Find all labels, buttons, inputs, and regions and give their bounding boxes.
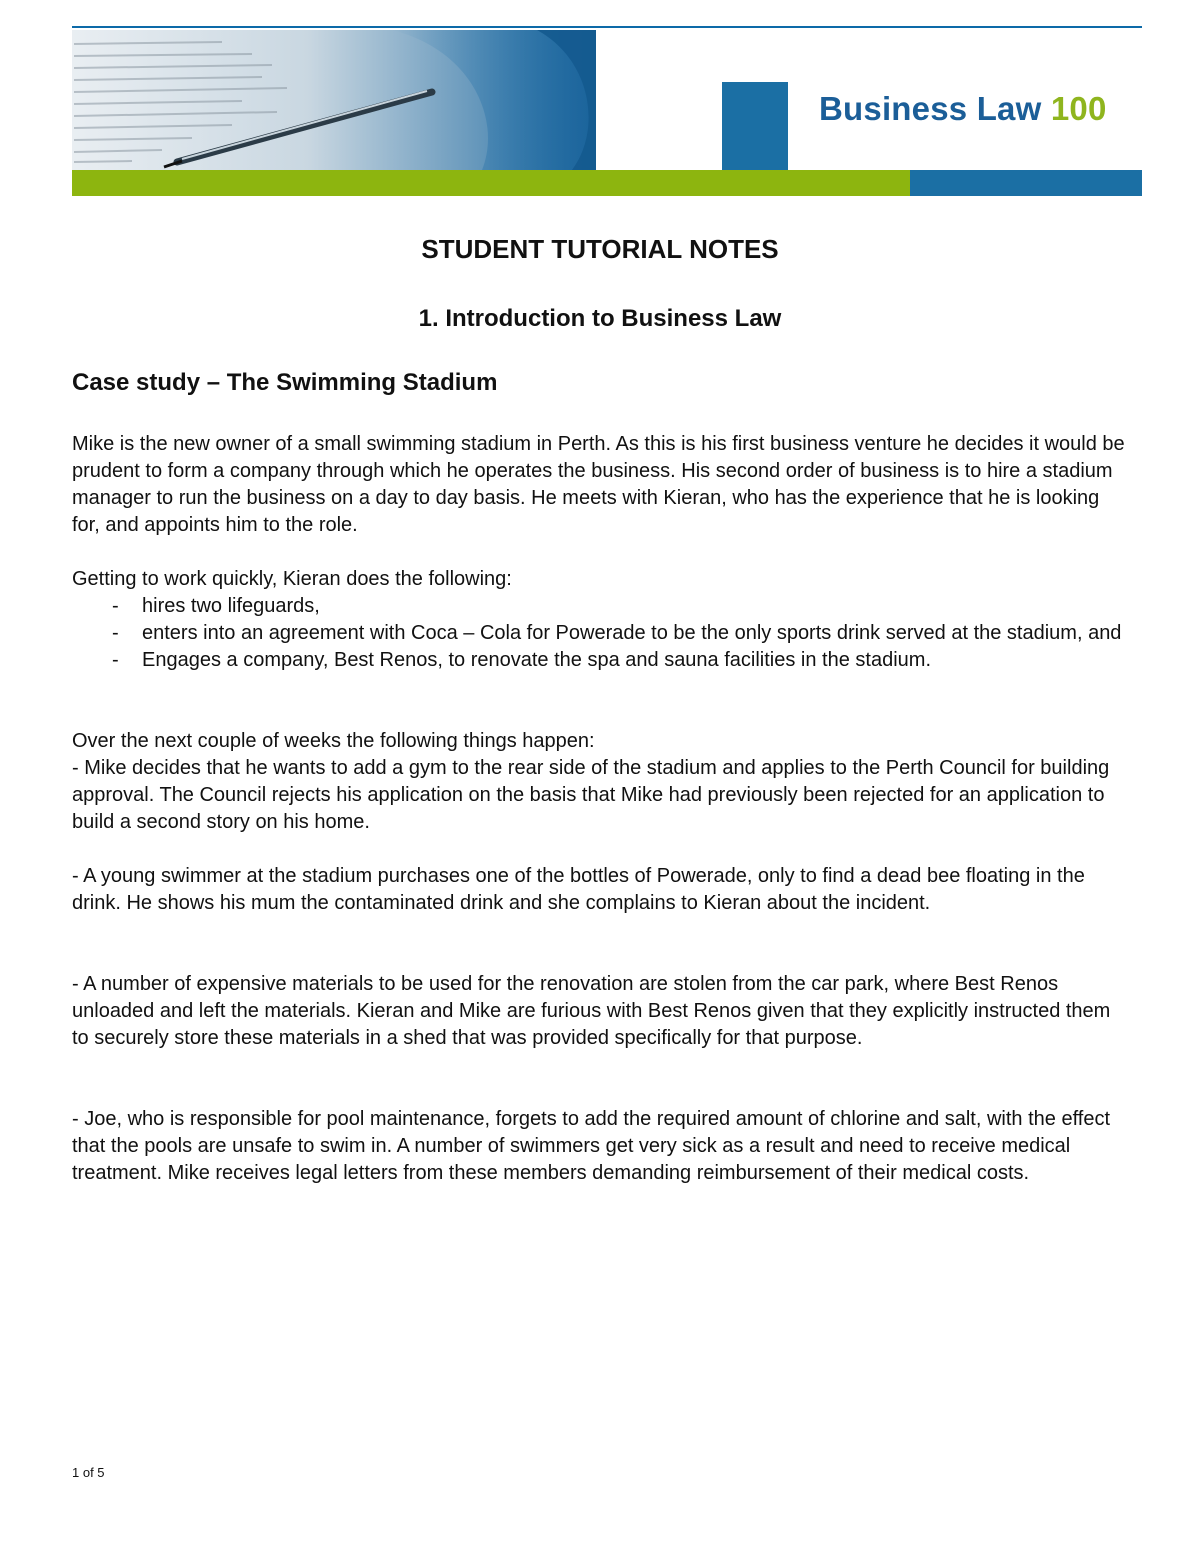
bullet-dash: - (112, 595, 119, 617)
event-paragraph: - A young swimmer at the stadium purchases one of the bottles of Powerade, only to find a dead bee floating in the drink. He shows his mum the contaminated drink and she complains to Kieran about the incident. (72, 865, 1085, 914)
event-paragraph: - Joe, who is responsible for pool maintenance, forgets to add the required amount of chlorine and salt, with the effect that the pools are unsafe to swim in. A number of swimmers get very sick as a result and need to receive medical treatment. Mike receives legal letters from these members demanding reimbursement of their medical costs. (72, 1108, 1111, 1184)
list-item-text: Engages a company, Best Renos, to renovate the spa and sauna facilities in the stadium. (142, 649, 931, 671)
tasks-list (72, 593, 1132, 674)
case-study-heading: Case study – The Swimming Stadium (72, 369, 498, 396)
pen-on-document-image (72, 30, 596, 170)
events-intro: Over the next couple of weeks the following things happen: (72, 730, 595, 752)
list-item-text: enters into an agreement with Coca – Cola for Powerade to be the only sports drink served at the stadium, and (142, 622, 1122, 644)
header-green-bar (72, 170, 910, 196)
list-item (72, 647, 1132, 674)
tasks-intro: Getting to work quickly, Kieran does the following: (72, 568, 512, 590)
event-paragraph: - A number of expensive materials to be used for the renovation are stolen from the car park, where Best Renos unloaded and left the materials. Kieran and Mike are furious with Best Renos given that they explicitly instructed them to securely store these materials in a shed that was provided specifically for that purpose. (72, 973, 1111, 1049)
bullet-dash: - (112, 649, 119, 671)
brand-text: Business Law (819, 90, 1042, 127)
list-item (72, 620, 1132, 647)
header-top-rule (72, 26, 1142, 28)
bullet-dash: - (112, 622, 119, 644)
page-title: STUDENT TUTORIAL NOTES (421, 234, 779, 264)
list-item-text: hires two lifeguards, (142, 595, 320, 617)
brand-title (819, 90, 1107, 128)
brand-number: 100 (1050, 90, 1107, 127)
page-number: 1 of 5 (72, 1465, 105, 1480)
page-subtitle: 1. Introduction to Business Law (418, 305, 782, 332)
header-banner (72, 30, 1142, 198)
header-blue-bar (910, 170, 1142, 196)
intro-paragraph: Mike is the new owner of a small swimming stadium in Perth. As this is his first business venture he decides it would be prudent to form a company through which he operates the business. His second order of business is to hire a stadium manager to run the business on a day to day basis. He meets with Kieran, who has the experience that he is looking for, and appoints him to the role. (72, 433, 1125, 536)
list-item (72, 593, 1132, 620)
event-paragraph: - Mike decides that he wants to add a gym to the rear side of the stadium and applies to the Perth Council for building approval. The Council rejects his application on the basis that Mike had previously been rejected for an application to build a second story on his home. (72, 757, 1110, 833)
